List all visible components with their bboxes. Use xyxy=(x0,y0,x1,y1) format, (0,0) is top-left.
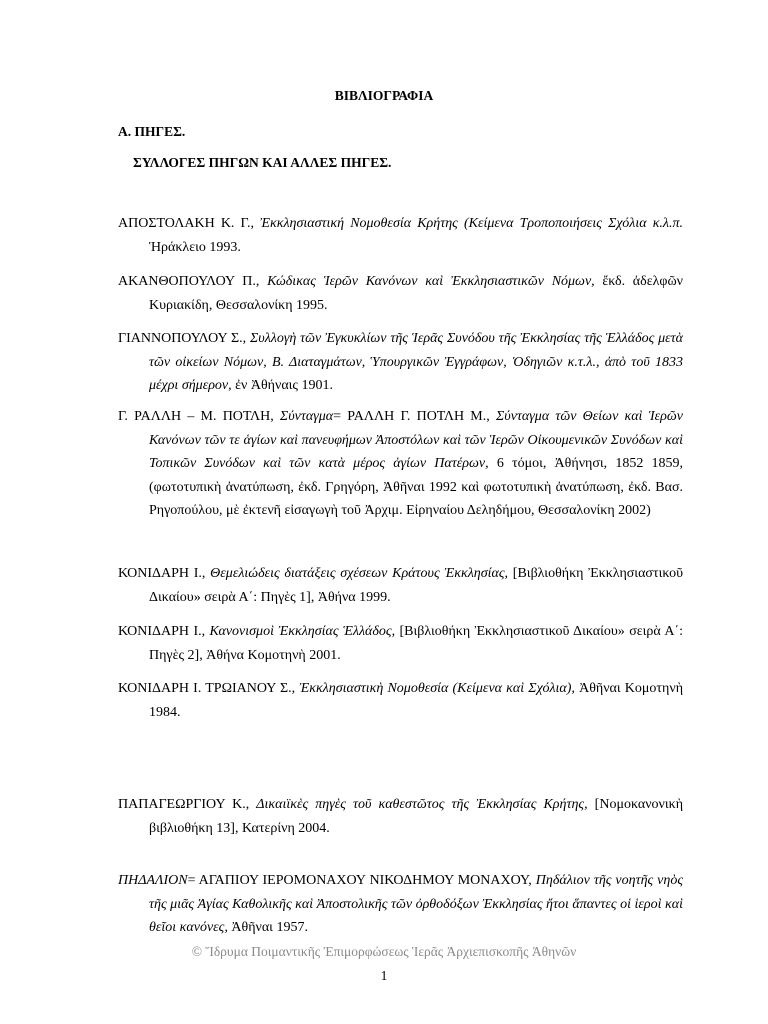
entry-author: ΓΙΑΝΝΟΠΟΥΛΟΥ Σ., xyxy=(118,331,247,346)
entry-title: Ἐκκλησιαστικὴ Νομοθεσία (Κείμενα καὶ Σχόλια), xyxy=(299,681,575,696)
page-title: ΒΙΒΛΙΟΓΡΑΦΙΑ xyxy=(334,88,434,103)
bibliography-entry xyxy=(118,793,683,840)
entry-publication: [Βιβλιοθήκη Ἐκκλησιαστικοῦ Δικαίου» σειρὰ Α΄: Πηγὲς 1], Ἀθήνα 1999. xyxy=(149,566,684,605)
entry-title: Ἐκκλησιαστική Νομοθεσία Κρήτης (Κείμενα Τροποποιήσεις Σχόλια κ.λ.π. xyxy=(260,216,683,231)
bibliography-entry xyxy=(118,677,683,724)
entry-title: Δικαιϊκὲς πηγὲς τοῦ καθεστῶτος τῆς Ἐκκλησίας Κρήτης, xyxy=(256,797,588,812)
entry-title: Κώδικας Ἱερῶν Κανόνων καὶ Ἐκκλησιαστικῶν Νόμων, xyxy=(267,274,595,289)
entry-publication: [Νομοκανονικὴ βιβλιοθήκη 13], Κατερίνη 2004. xyxy=(149,797,684,836)
entry-publication: 6 τόμοι, Ἀθήνησι, 1852 1859, (φωτοτυπικὴ ἀνατύπωση, ἐκδ. Γρηγόρη, Ἀθῆναι 1992 καὶ φωτοτυπικὴ ἀνατύπωση, ἐκδ. Βασ. Ρηγοπούλου, μὲ ἐκτενῆ εἰσαγωγὴ τοῦ Ἀρχιμ. Εἰρηναίου Δεληδήμου, Θεσσαλονίκη 2002) xyxy=(149,456,684,518)
entry-author: Γ. ΡΑΛΛΗ – Μ. ΠΟΤΛΗ, xyxy=(118,409,274,424)
entry-author: ΑΠΟΣΤΟΛΑΚΗ Κ. Γ., xyxy=(118,216,254,231)
entry-publication: [Βιβλιοθήκη Ἐκκλησιαστικοῦ Δικαίου» σειρὰ Α΄: Πηγὲς 2], Ἀθήνα Κομοτηνὴ 2001. xyxy=(149,624,684,663)
bibliography-entry xyxy=(118,869,683,940)
bibliography-entry xyxy=(118,562,683,609)
entry-abbreviation: ΠΗΔΑΛΙΟΝ xyxy=(118,873,188,888)
page-number: 1 xyxy=(380,968,388,983)
entry-title: Κανονισμοὶ Ἐκκλησίας Ἑλλάδος, xyxy=(209,624,396,639)
entry-title: Σύνταγμα τῶν Θείων καὶ Ἱερῶν Κανόνων τῶν τε ἁγίων καὶ πανευφήμων Ἀποστόλων καὶ τῶν Ἱερῶν Οἰκουμενικῶν Συνόδων καὶ Τοπικῶν Συνόδων καὶ τῶν κατὰ μέρος ἁγίων Πατέρων, xyxy=(149,409,684,471)
entry-author: = ΑΓΑΠΙΟΥ ΙΕΡΟΜΟΝΑΧΟΥ ΝΙΚΟΔΗΜΟΥ ΜΟΝΑΧΟΥ, xyxy=(187,873,532,888)
subsection-heading: ΣΥΛΛΟΓΕΣ ΠΗΓΩΝ ΚΑΙ ΑΛΛΕΣ ΠΗΓΕΣ. xyxy=(133,155,392,170)
entry-publication: ἔκδ. ἀδελφῶν Κυριακίδη, Θεσσαλονίκη 1995. xyxy=(149,274,684,313)
section-heading: Α. ΠΗΓΕΣ. xyxy=(118,124,186,139)
entry-publication: Ἀθῆναι 1957. xyxy=(231,920,308,935)
entry-author: ΚΟΝΙΔΑΡΗ Ι., xyxy=(118,624,206,639)
bibliography-entry xyxy=(118,270,683,317)
bibliography-entry xyxy=(118,212,683,259)
entry-author: ΚΟΝΙΔΑΡΗ Ι., xyxy=(118,566,206,581)
entry-author: ΚΟΝΙΔΑΡΗ Ι. ΤΡΩΙΑΝΟΥ Σ., xyxy=(118,681,296,696)
entry-equivalence: = ΡΑΛΛΗ Γ. ΠΟΤΛΗ Μ., xyxy=(333,409,490,424)
entry-publication: ἐν Ἀθήναις 1901. xyxy=(235,378,333,393)
entry-title: Συλλογὴ τῶν Ἐγκυκλίων τῆς Ἱερᾶς Συνόδου τῆς Ἐκκλησίας τῆς Ἑλλάδος μετὰ τῶν οἰκείων Νόμων, Β. Διαταγμάτων, Ὑπουργικῶν Ἐγγράφων, Ὁδηγιῶν κ.τ.λ., ἀπὸ τοῦ 1833 μέχρι σήμερον, xyxy=(149,331,684,393)
bibliography-entry xyxy=(118,405,683,523)
entry-title: Πηδάλιον τῆς νοητῆς νηὸς τῆς μιᾶς Ἁγίας Καθολικῆς καὶ Ἀποστολικῆς τῶν ὀρθοδόξων Ἐκκλησίας ἤτοι ἅπαντες οἱ ἱεροὶ καὶ θεῖοι κανόνες, xyxy=(149,873,684,935)
bibliography-entry xyxy=(118,620,683,667)
entry-abbreviation: Σύνταγμα xyxy=(279,409,334,424)
entry-publication: Ἡράκλειο 1993. xyxy=(149,239,241,255)
entry-author: ΠΑΠΑΓΕΩΡΓΙΟΥ Κ., xyxy=(118,797,250,812)
bibliography-entry xyxy=(118,327,683,398)
entry-publication: Ἀθῆναι Κομοτηνὴ 1984. xyxy=(149,681,684,720)
entry-title: Θεμελιώδεις διατάξεις σχέσεων Κράτους Ἐκκλησίας, xyxy=(210,566,509,581)
footer-copyright: © Ἵδρυμα Ποιμαντικῆς Ἐπιμορφώσεως Ἱερᾶς Ἀρχιεπισκοπῆς Ἀθηνῶν xyxy=(191,944,577,959)
entry-author: ΑΚΑΝΘΟΠΟΥΛΟΥ Π., xyxy=(118,274,260,289)
